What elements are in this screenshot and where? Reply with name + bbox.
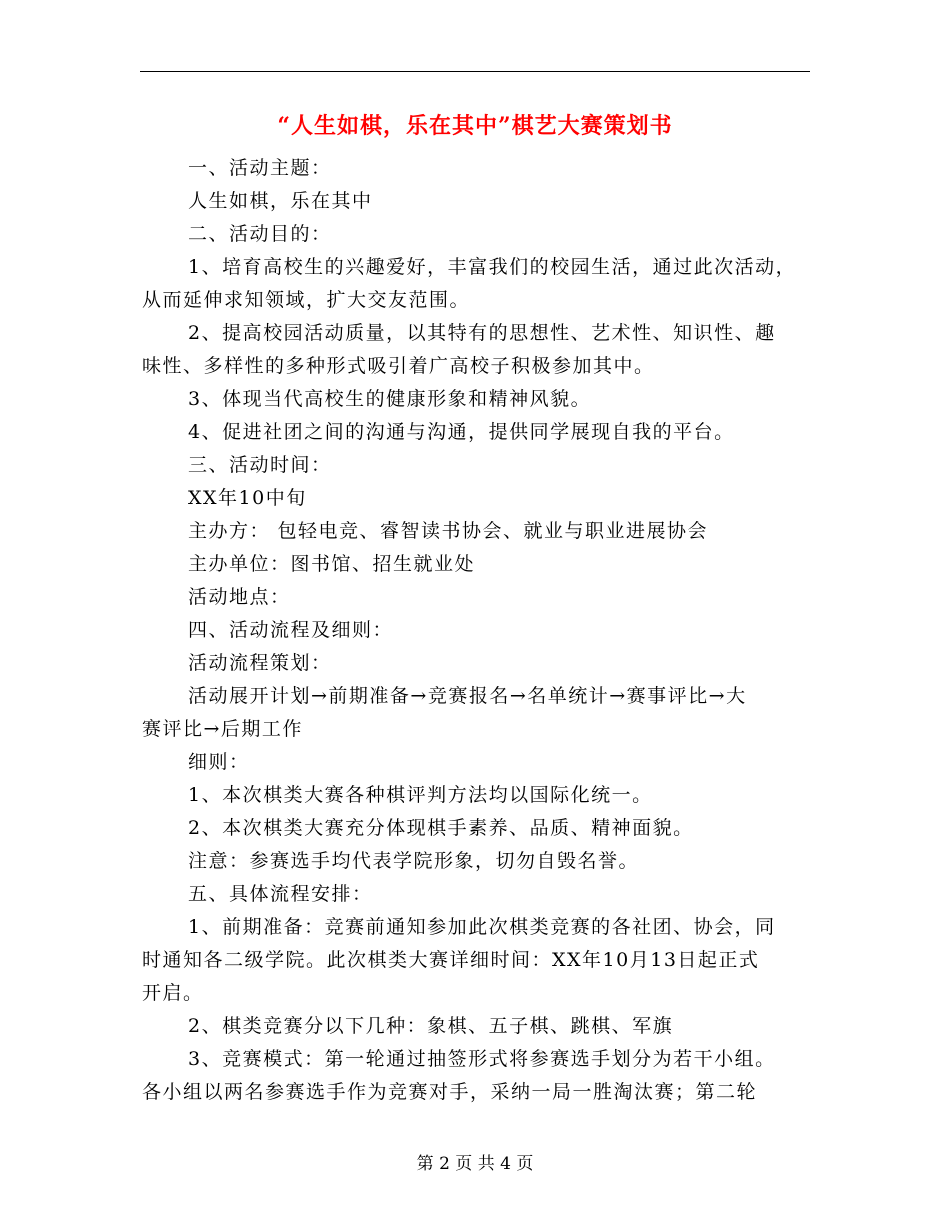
header-rule	[140, 71, 810, 72]
body-line: 二、活动目的：	[188, 223, 332, 245]
body-line: 3、体现当代高校生的健康形象和精神风貌。	[188, 388, 592, 410]
body-line: XX年10中旬	[188, 487, 307, 509]
body-line: 2、棋类竞赛分以下几种：象棋、五子棋、跳棋、军旗	[188, 1015, 674, 1037]
body-line: 2、本次棋类大赛充分体现棋手素养、品质、精神面貌。	[188, 817, 694, 839]
body-line: 1、培育高校生的兴趣爱好，丰富我们的校园生活，通过此次活动，	[188, 256, 797, 278]
body-line: 时通知各二级学院。此次棋类大赛详细时间：XX年10月13日起正式	[142, 949, 760, 971]
body-line: 活动地点：	[188, 586, 291, 608]
document-body	[142, 152, 812, 1109]
body-line: 2、提高校园活动质量，以其特有的思想性、艺术性、知识性、趣	[188, 322, 776, 344]
body-line: 1、本次棋类大赛各种棋评判方法均以国际化统一。	[188, 784, 653, 806]
body-line: 4、促进社团之间的沟通与沟通，提供同学展现自我的平台。	[188, 421, 735, 443]
body-line: 赛评比→后期工作	[142, 718, 303, 740]
page-footer: 第 2 页 共 4 页	[416, 1154, 534, 1174]
body-line: 人生如棋，乐在其中	[188, 190, 373, 212]
body-line: 味性、多样性的多种形式吸引着广高校子积极参加其中。	[142, 355, 655, 377]
body-line: 五、具体流程安排：	[188, 883, 373, 905]
body-line: 四、活动流程及细则：	[188, 619, 394, 641]
body-line: 主办方： 包轻电竞、睿智读书协会、就业与职业进展协会	[188, 520, 709, 542]
document-title: “人生如棋，乐在其中”棋艺大赛策划书	[277, 113, 673, 139]
body-line: 开启。	[142, 982, 204, 1004]
body-line: 活动展开计划→前期准备→竞赛报名→名单统计→赛事评比→大	[188, 685, 747, 707]
body-line: 三、活动时间：	[188, 454, 332, 476]
body-line: 主办单位：图书馆、招生就业处	[188, 553, 476, 575]
body-line: 各小组以两名参赛选手作为竞赛对手，采纳一局一胜淘汰赛；第二轮	[142, 1081, 758, 1103]
body-line: 从而延伸求知领域，扩大交友范围。	[142, 289, 471, 311]
body-line: 3、竞赛模式：第一轮通过抽签形式将参赛选手划分为若干小组。	[188, 1048, 776, 1070]
body-line: 活动流程策划：	[188, 652, 332, 674]
body-line: 注意：参赛选手均代表学院形象，切勿自毁名誉。	[188, 850, 640, 872]
body-line: 细则：	[188, 751, 250, 773]
body-line: 一、活动主题：	[188, 157, 332, 179]
body-line: 1、前期准备：竞赛前通知参加此次棋类竞赛的各社团、协会，同	[188, 916, 776, 938]
